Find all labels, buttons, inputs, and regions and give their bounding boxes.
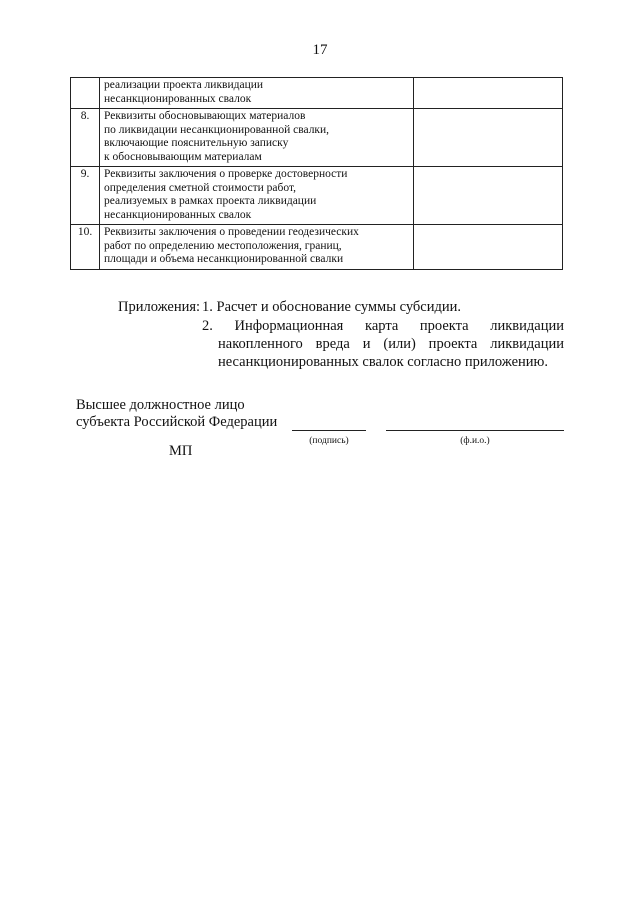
row-text <box>100 225 414 270</box>
row-text-line: Реквизиты обосновывающих материалов <box>104 110 306 122</box>
official-title-line-1: Высшее должностное лицо <box>76 397 245 413</box>
row-number: 9. <box>71 167 100 225</box>
attachments-label: Приложения: <box>118 299 201 315</box>
table-row <box>71 109 563 167</box>
signature-underline <box>292 430 366 431</box>
row-text-line: реализуемых в рамках проекта ликвидации <box>104 195 317 207</box>
signature-caption: (подпись) <box>309 436 349 446</box>
attachment-item-2 <box>202 317 564 371</box>
row-text-line: по ликвидации несанкционированной свалки, <box>104 123 330 136</box>
table-row <box>71 78 563 109</box>
row-number: 10. <box>71 225 100 270</box>
row-number <box>71 78 100 109</box>
row-text <box>100 167 414 225</box>
row-text-line: реализации проекта ликвидации <box>104 79 264 91</box>
attachment-item-2-line: 2. Информационная карта проекта ликвидации <box>202 318 564 334</box>
row-value <box>414 225 563 270</box>
row-number: 8. <box>71 109 100 167</box>
row-text <box>100 78 414 109</box>
row-text-line: Реквизиты заключения о проведении геодезических <box>104 226 359 238</box>
requisites-table <box>70 77 563 270</box>
seal-place-label: МП <box>169 443 193 459</box>
row-text-line: определения сметной стоимости работ, <box>104 181 297 194</box>
row-text-line: к обосновывающим материалам <box>104 150 262 163</box>
table-row <box>71 167 563 225</box>
attachment-item-2-line: накопленного вреда и (или) проекта ликвидации <box>218 336 564 352</box>
table-row <box>71 225 563 270</box>
row-text-line: несанкционированных свалок <box>104 92 252 105</box>
name-caption: (ф.и.о.) <box>460 436 490 446</box>
row-value <box>414 109 563 167</box>
row-text-line: работ по определению местоположения, границ, <box>104 239 342 252</box>
attachment-item-1: 1. Расчет и обоснование суммы субсидии. <box>202 299 461 315</box>
official-title-line-2: субъекта Российской Федерации <box>76 414 278 430</box>
row-value <box>414 167 563 225</box>
page-number: 17 <box>312 42 328 58</box>
row-text-line: площади и объема несанкционированной свалки <box>104 253 344 265</box>
row-text <box>100 109 414 167</box>
attachment-item-2-line: несанкционированных свалок согласно приложению. <box>218 354 549 370</box>
row-text-line: несанкционированных свалок <box>104 208 252 221</box>
row-value <box>414 78 563 109</box>
name-underline <box>386 430 564 431</box>
row-text-line: Реквизиты заключения о проверке достоверности <box>104 168 348 180</box>
row-text-line: включающие пояснительную записку <box>104 137 289 149</box>
